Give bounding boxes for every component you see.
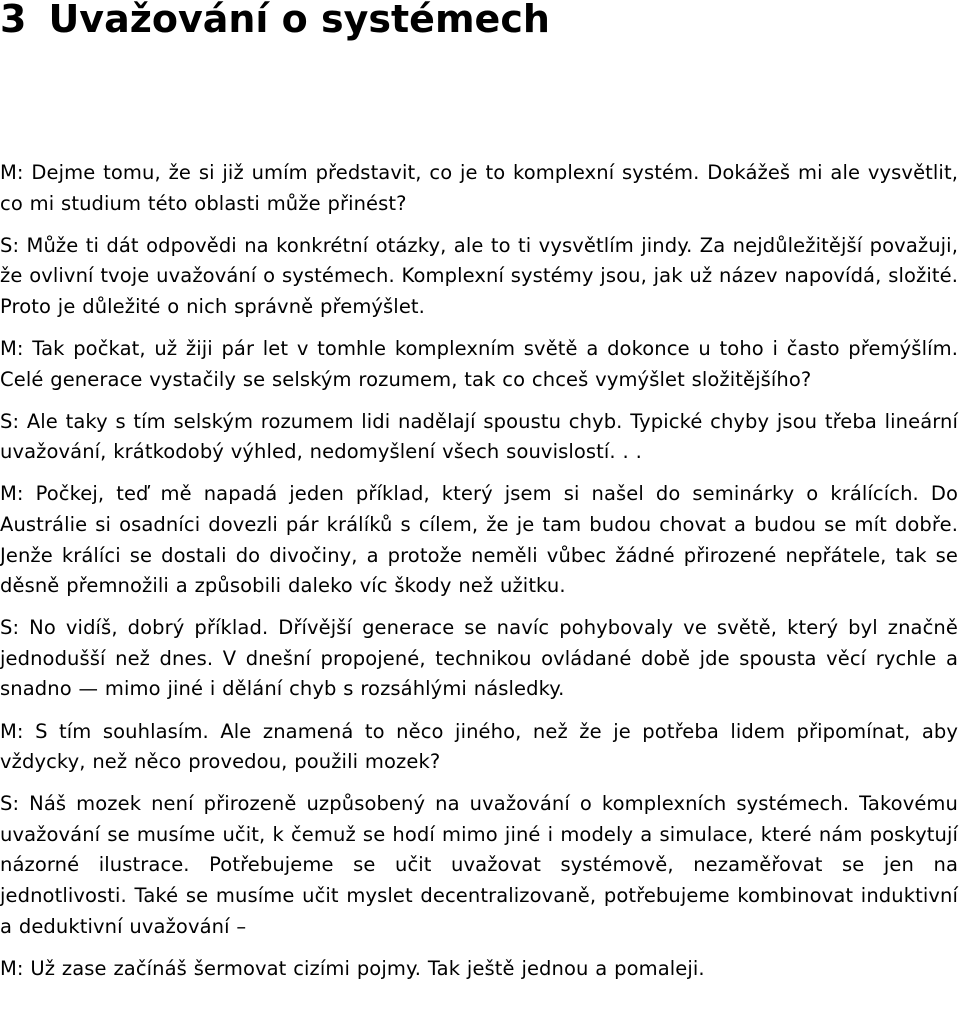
dialogue-paragraph: M: S tím souhlasím. Ale znamená to něco jiného, než že je potřeba lidem připomínat, aby vždycky, než něco provedou, použili mozek?: [0, 719, 958, 774]
section-heading: [0, 0, 550, 42]
dialogue-paragraph: M: Tak počkat, už žiji pár let v tomhle komplexním světě a dokonce u toho i často přemýšlím. Celé generace vystačily se selským rozumem, tak co chceš vymýšlet složitějšího?: [0, 336, 958, 391]
dialogue-paragraph: M: Počkej, teď mě napadá jeden příklad, který jsem si našel do seminárky o králících. Do Austrálie si osadníci dovezli pár králíků s cílem, že je tam budou chovat a budou se mít dobře. Jenže králíci se dostali do divočiny, a protože neměli vůbec žádné přirozené nepřátele, tak se děsně přemnožili a způsobili daleko víc škody než užitku.: [0, 482, 958, 598]
dialogue-paragraph: S: Může ti dát odpovědi na konkrétní otázky, ale to ti vysvětlím jindy. Za nejdůležitější považuji, že ovlivní tvoje uvažování o systémech. Komplexní systémy jsou, jak už název napovídá, složité. Proto je důležité o nich správně přemýšlet.: [0, 233, 958, 318]
dialogue-paragraph: S: Náš mozek není přirozeně uzpůsobený na uvažování o komplexních systémech. Takovému uvažování se musíme učit, k čemuž se hodí mimo jiné i modely a simulace, které nám poskytují názorné ilustrace. Potřebujeme se učit uvažovat systémově, nezaměřovat se jen na jednotlivosti. Také se musíme učit myslet decentralizovaně, potřebujeme kombinovat induktivní a deduktivní uvažování –: [0, 792, 958, 938]
dialogue-paragraph: M: Dejme tomu, že si již umím představit, co je to komplexní systém. Dokážeš mi ale vysvětlit, co mi studium této oblasti může přinést?: [0, 161, 958, 215]
dialogue-paragraph: S: Ale taky s tím selským rozumem lidi nadělají spoustu chyb. Typické chyby jsou třeba lineární uvažování, krátkodobý výhled, nedomyšlení všech souvislostí. . .: [0, 409, 958, 464]
section-title: Uvažování o systémech: [48, 0, 550, 41]
dialogue-body: [0, 158, 958, 996]
dialogue-paragraph: M: Už zase začínáš šermovat cizími pojmy. Tak ještě jednou a pomaleji.: [0, 956, 705, 980]
section-number: 3: [0, 0, 27, 41]
dialogue-paragraph: S: No vidíš, dobrý příklad. Dřívější generace se navíc pohybovaly ve světě, který byl značně jednodušší než dnes. V dnešní propojené, technikou ovládané době jde spousta věcí rychle a snadno — mimo jiné i dělání chyb s rozsáhlými následky.: [0, 616, 958, 701]
